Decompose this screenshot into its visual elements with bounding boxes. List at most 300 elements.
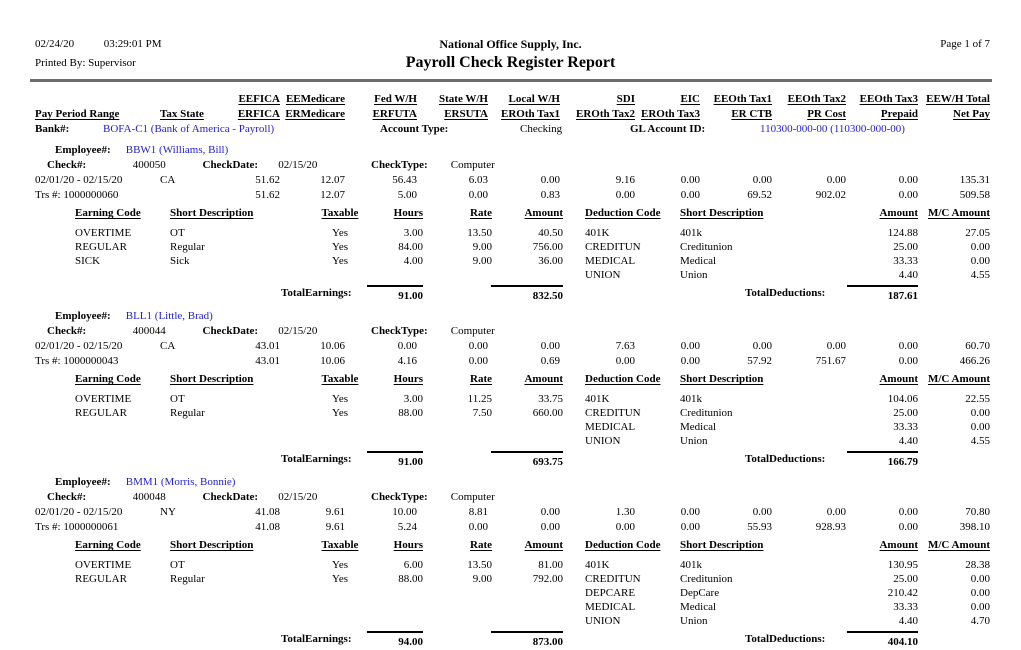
earning-rate: 9.00 <box>472 241 492 253</box>
earning-deduction-row <box>0 614 1021 628</box>
short-description-header: Short Description <box>170 373 254 385</box>
check-type-label: CheckType: <box>371 491 428 503</box>
deduction-desc: 401k <box>680 393 702 405</box>
earning-code: OVERTIME <box>75 393 132 405</box>
earning-desc: Regular <box>170 241 205 253</box>
tax-cell: 0.00 <box>680 174 700 186</box>
earning-deduction-row <box>0 558 1021 572</box>
deduction-code: CREDITUN <box>585 573 641 585</box>
tax-cell: 12.07 <box>320 174 345 186</box>
deduction-desc: 401k <box>680 559 702 571</box>
trs-number: Trs #: 1000000043 <box>35 355 119 367</box>
tax-cell: 135.31 <box>959 174 990 186</box>
mc-amount-header: M/C Amount <box>927 207 990 219</box>
hours-header: Hours <box>393 539 423 551</box>
rate-header: Rate <box>470 373 492 385</box>
totals-row <box>0 631 1021 649</box>
deduction-desc: Union <box>680 269 708 281</box>
tax-cell: 0.00 <box>468 521 488 533</box>
pay-period-value: 02/01/20 - 02/15/20 <box>35 174 123 186</box>
deduction-amount: 4.40 <box>898 435 918 447</box>
earning-hours: 6.00 <box>403 559 423 571</box>
col-fedwh: Fed W/H <box>374 93 417 105</box>
earnings-deductions-header <box>0 537 1021 553</box>
deduction-code: 401K <box>585 559 610 571</box>
col-erothtax2: EROth Tax2 <box>576 108 635 120</box>
check-type-label: CheckType: <box>371 159 428 171</box>
gl-account-label: GL Account ID: <box>630 123 706 135</box>
account-type-value: Checking <box>520 123 563 135</box>
deduction-desc: DepCare <box>680 587 720 599</box>
tax-cell: 0.00 <box>680 521 700 533</box>
earning-desc: OT <box>170 559 185 571</box>
col-eeothtax1: EEOth Tax1 <box>713 93 772 105</box>
earning-amount: 756.00 <box>532 241 563 253</box>
tax-state-value: NY <box>160 506 176 518</box>
earning-desc: OT <box>170 393 185 405</box>
deduction-code: DEPCARE <box>585 587 636 599</box>
col-erfica: ERFICA <box>237 108 280 120</box>
tax-cell: 5.00 <box>397 189 417 201</box>
check-label: Check#: <box>47 491 87 503</box>
deduction-mc-amount: 0.00 <box>970 601 990 613</box>
tax-cell: 0.00 <box>826 340 846 352</box>
earning-desc: Regular <box>170 573 205 585</box>
earning-deduction-row <box>0 226 1021 240</box>
hours-header: Hours <box>393 207 423 219</box>
mc-amount-header: M/C Amount <box>927 539 990 551</box>
earning-deduction-row <box>0 268 1021 282</box>
tax-cell: 0.83 <box>540 189 560 201</box>
tax-cell: 60.70 <box>965 340 990 352</box>
check-date-value: 02/15/20 <box>278 159 318 171</box>
tax-cell: 0.00 <box>826 506 846 518</box>
pay-period-value: 02/01/20 - 02/15/20 <box>35 340 123 352</box>
tax-cell: 0.00 <box>540 521 560 533</box>
earning-taxable: Yes <box>331 407 348 419</box>
earning-amount: 660.00 <box>532 407 563 419</box>
check-date-value: 02/15/20 <box>278 491 318 503</box>
deduction-mc-amount: 0.00 <box>970 573 990 585</box>
check-label: Check#: <box>47 159 87 171</box>
deduction-code: 401K <box>585 227 610 239</box>
earning-amount: 36.00 <box>538 255 563 267</box>
tax-state-value: CA <box>160 174 176 186</box>
total-deductions-value: 404.10 <box>847 631 918 649</box>
page-number: Page 1 of 7 <box>940 38 990 50</box>
tax-cell: 1.30 <box>615 506 635 518</box>
tax-cell: 0.00 <box>680 355 700 367</box>
deduction-code: MEDICAL <box>585 601 636 613</box>
employee-row <box>0 143 1021 158</box>
tax-cell: 9.61 <box>325 506 345 518</box>
short-description-header: Short Description <box>680 373 764 385</box>
tax-row-er <box>0 354 1021 369</box>
check-date-label: CheckDate: <box>202 491 259 503</box>
deduction-amount: 210.42 <box>887 587 918 599</box>
earning-rate: 9.00 <box>472 573 492 585</box>
tax-cell: 928.93 <box>815 521 846 533</box>
earnings-deductions-header <box>0 371 1021 387</box>
earnings-deductions-header <box>0 205 1021 221</box>
tax-cell: 7.63 <box>615 340 635 352</box>
header-divider <box>30 79 992 82</box>
tax-cell: 55.93 <box>747 521 772 533</box>
tax-cell: 0.00 <box>898 189 918 201</box>
tax-cell: 0.00 <box>752 174 772 186</box>
tax-cell: 56.43 <box>392 174 417 186</box>
earning-deduction-row <box>0 392 1021 406</box>
deduction-amount: 33.33 <box>893 255 918 267</box>
bank-row <box>0 122 1021 137</box>
report-title: Payroll Check Register Report <box>405 54 616 71</box>
account-type-label: Account Type: <box>380 123 449 135</box>
earning-deduction-row <box>0 406 1021 420</box>
earning-amount: 33.75 <box>538 393 563 405</box>
tax-cell: 0.00 <box>680 340 700 352</box>
earning-code: REGULAR <box>75 241 127 253</box>
col-eeothtax3: EEOth Tax3 <box>859 93 918 105</box>
tax-state-value: CA <box>160 340 176 352</box>
earning-deduction-row <box>0 420 1021 434</box>
employee-label: Employee#: <box>55 144 111 156</box>
deduction-mc-amount: 0.00 <box>970 421 990 433</box>
col-ermedicare: ERMedicare <box>285 108 345 120</box>
col-netpay: Net Pay <box>953 108 990 120</box>
amount-header: Amount <box>879 539 918 551</box>
deduction-desc: Medical <box>680 255 717 267</box>
tax-cell: 10.06 <box>320 355 345 367</box>
tax-row-er <box>0 520 1021 535</box>
mc-amount-header: M/C Amount <box>927 373 990 385</box>
amount-header: Amount <box>524 539 563 551</box>
earning-rate: 7.50 <box>472 407 492 419</box>
col-eemedicare: EEMedicare <box>285 93 345 105</box>
deduction-amount: 25.00 <box>893 407 918 419</box>
earning-code-header: Earning Code <box>75 539 141 551</box>
check-type-value: Computer <box>450 159 495 171</box>
tax-cell: 9.61 <box>325 521 345 533</box>
tax-cell: 0.00 <box>540 506 560 518</box>
employee-id: BMM1 (Morris, Bonnie) <box>125 476 236 488</box>
earning-desc: Regular <box>170 407 205 419</box>
employee-section <box>0 475 1021 649</box>
pay-period-value: 02/01/20 - 02/15/20 <box>35 506 123 518</box>
taxable-header: Taxable <box>321 207 359 219</box>
check-number: 400048 <box>132 491 166 503</box>
print-time: 03:29:01 PM <box>103 38 162 50</box>
earning-amount: 792.00 <box>532 573 563 585</box>
deduction-desc: Union <box>680 435 708 447</box>
total-earnings-label: TotalEarnings: <box>281 633 352 645</box>
earning-code: REGULAR <box>75 573 127 585</box>
tax-cell: 10.06 <box>320 340 345 352</box>
trs-number: Trs #: 1000000061 <box>35 521 119 533</box>
employee-section <box>0 309 1021 469</box>
earning-deduction-row <box>0 572 1021 586</box>
hours-header: Hours <box>393 373 423 385</box>
tax-cell: 0.00 <box>468 355 488 367</box>
total-deductions-label: TotalDeductions: <box>745 453 826 465</box>
earning-code: OVERTIME <box>75 227 132 239</box>
tax-cell: 0.00 <box>898 521 918 533</box>
earning-deduction-row <box>0 600 1021 614</box>
deduction-desc: Union <box>680 615 708 627</box>
earning-hours: 3.00 <box>403 393 423 405</box>
tax-cell: 0.00 <box>898 506 918 518</box>
tax-cell: 0.69 <box>540 355 560 367</box>
deduction-mc-amount: 22.55 <box>965 393 990 405</box>
tax-cell: 0.00 <box>680 506 700 518</box>
check-label: Check#: <box>47 325 87 337</box>
tax-cell: 41.08 <box>255 521 280 533</box>
check-date-label: CheckDate: <box>202 159 259 171</box>
tax-cell: 0.00 <box>752 506 772 518</box>
col-erctb: ER CTB <box>731 108 772 120</box>
earning-hours: 88.00 <box>398 573 423 585</box>
tax-cell: 12.07 <box>320 189 345 201</box>
total-hours-value: 91.00 <box>367 451 423 469</box>
column-header-row-er <box>0 107 1021 122</box>
deduction-mc-amount: 0.00 <box>970 255 990 267</box>
tax-cell: 5.24 <box>397 521 417 533</box>
total-deductions-label: TotalDeductions: <box>745 287 826 299</box>
col-pay-period-range: Pay Period Range <box>35 108 120 120</box>
total-earnings-value: 832.50 <box>491 285 563 303</box>
check-type-label: CheckType: <box>371 325 428 337</box>
tax-cell: 70.80 <box>965 506 990 518</box>
tax-cell: 10.00 <box>392 506 417 518</box>
earning-taxable: Yes <box>331 255 348 267</box>
earning-rate: 13.50 <box>467 227 492 239</box>
check-type-value: Computer <box>450 325 495 337</box>
taxable-header: Taxable <box>321 373 359 385</box>
gl-account-value: 110300-000-00 (110300-000-00) <box>760 123 905 135</box>
col-erothtax1: EROth Tax1 <box>501 108 560 120</box>
trs-number: Trs #: 1000000060 <box>35 189 119 201</box>
earning-code: REGULAR <box>75 407 127 419</box>
earning-taxable: Yes <box>331 227 348 239</box>
company-name: National Office Supply, Inc. <box>439 37 582 51</box>
total-earnings-label: TotalEarnings: <box>281 287 352 299</box>
tax-cell: 0.00 <box>898 355 918 367</box>
deduction-code: UNION <box>585 269 621 281</box>
deduction-code-header: Deduction Code <box>585 207 661 219</box>
rate-header: Rate <box>470 207 492 219</box>
tax-cell: 0.00 <box>680 189 700 201</box>
tax-cell: 9.16 <box>615 174 635 186</box>
total-hours-value: 91.00 <box>367 285 423 303</box>
deduction-code-header: Deduction Code <box>585 373 661 385</box>
taxable-header: Taxable <box>321 539 359 551</box>
tax-cell: 509.58 <box>959 189 990 201</box>
total-hours-value: 94.00 <box>367 631 423 649</box>
check-number: 400050 <box>132 159 166 171</box>
deduction-mc-amount: 4.55 <box>970 269 990 281</box>
totals-row <box>0 451 1021 469</box>
deduction-amount: 124.88 <box>887 227 918 239</box>
employee-section <box>0 143 1021 303</box>
earning-amount: 81.00 <box>538 559 563 571</box>
column-headers <box>0 80 1021 137</box>
earning-taxable: Yes <box>331 559 348 571</box>
rate-header: Rate <box>470 539 492 551</box>
tax-cell: 0.00 <box>615 189 635 201</box>
deduction-desc: Creditunion <box>680 241 733 253</box>
deduction-amount: 4.40 <box>898 269 918 281</box>
deduction-mc-amount: 0.00 <box>970 407 990 419</box>
deduction-desc: Creditunion <box>680 407 733 419</box>
check-number: 400044 <box>132 325 166 337</box>
tax-cell: 0.00 <box>752 340 772 352</box>
tax-cell: 902.02 <box>815 189 846 201</box>
totals-row <box>0 285 1021 303</box>
short-description-header: Short Description <box>170 207 254 219</box>
amount-header: Amount <box>524 373 563 385</box>
earnings-deductions-rows <box>0 226 1021 282</box>
deduction-mc-amount: 0.00 <box>970 241 990 253</box>
earning-deduction-row <box>0 240 1021 254</box>
total-deductions-value: 187.61 <box>847 285 918 303</box>
deduction-amount: 4.40 <box>898 615 918 627</box>
column-header-row-ee <box>0 92 1021 107</box>
earning-code-header: Earning Code <box>75 373 141 385</box>
tax-cell: 69.52 <box>747 189 772 201</box>
total-earnings-value: 873.00 <box>491 631 563 649</box>
earning-rate: 9.00 <box>472 255 492 267</box>
tax-cell: 466.26 <box>959 355 990 367</box>
tax-cell: 41.08 <box>255 506 280 518</box>
earning-desc: Sick <box>170 255 190 267</box>
deduction-code: 401K <box>585 393 610 405</box>
earning-hours: 3.00 <box>403 227 423 239</box>
col-localwh: Local W/H <box>508 93 560 105</box>
earning-taxable: Yes <box>331 393 348 405</box>
check-row <box>0 324 1021 339</box>
deduction-mc-amount: 27.05 <box>965 227 990 239</box>
deduction-mc-amount: 4.55 <box>970 435 990 447</box>
col-eewhtotal: EEW/H Total <box>926 93 990 105</box>
deduction-amount: 33.33 <box>893 601 918 613</box>
earning-code-header: Earning Code <box>75 207 141 219</box>
employee-label: Employee#: <box>55 310 111 322</box>
tax-cell: 57.92 <box>747 355 772 367</box>
deduction-code: CREDITUN <box>585 241 641 253</box>
earning-taxable: Yes <box>331 241 348 253</box>
col-ersuta: ERSUTA <box>444 108 488 120</box>
earning-hours: 84.00 <box>398 241 423 253</box>
earnings-deductions-rows <box>0 392 1021 448</box>
tax-row-ee <box>0 339 1021 354</box>
tax-cell: 0.00 <box>615 355 635 367</box>
bank-label: Bank#: <box>35 123 70 135</box>
col-eic: EIC <box>680 93 700 105</box>
deduction-code: UNION <box>585 615 621 627</box>
earning-deduction-row <box>0 254 1021 268</box>
employee-row <box>0 475 1021 490</box>
tax-row-ee <box>0 505 1021 520</box>
check-row <box>0 490 1021 505</box>
tax-cell: 0.00 <box>468 340 488 352</box>
deduction-desc: Creditunion <box>680 573 733 585</box>
deduction-code: CREDITUN <box>585 407 641 419</box>
deduction-desc: 401k <box>680 227 702 239</box>
total-earnings-label: TotalEarnings: <box>281 453 352 465</box>
deduction-code: UNION <box>585 435 621 447</box>
earning-amount: 40.50 <box>538 227 563 239</box>
deduction-amount: 33.33 <box>893 421 918 433</box>
deduction-mc-amount: 0.00 <box>970 587 990 599</box>
tax-row-ee <box>0 173 1021 188</box>
employee-label: Employee#: <box>55 476 111 488</box>
amount-header: Amount <box>879 207 918 219</box>
col-eefica: EEFICA <box>238 93 280 105</box>
col-tax-state: Tax State <box>160 108 204 120</box>
earning-code: OVERTIME <box>75 559 132 571</box>
report-header <box>0 0 1021 80</box>
deduction-desc: Medical <box>680 421 717 433</box>
bank-value: BOFA-C1 (Bank of America - Payroll) <box>103 123 275 135</box>
col-eeothtax2: EEOth Tax2 <box>787 93 846 105</box>
deduction-code: MEDICAL <box>585 255 636 267</box>
earning-deduction-row <box>0 434 1021 448</box>
earning-hours: 88.00 <box>398 407 423 419</box>
earning-rate: 13.50 <box>467 559 492 571</box>
check-date-label: CheckDate: <box>202 325 259 337</box>
amount-header: Amount <box>524 207 563 219</box>
earning-rate: 11.25 <box>467 393 492 405</box>
earning-desc: OT <box>170 227 185 239</box>
earning-code: SICK <box>75 255 101 267</box>
tax-cell: 43.01 <box>255 355 280 367</box>
tax-cell: 43.01 <box>255 340 280 352</box>
total-earnings-value: 693.75 <box>491 451 563 469</box>
deduction-mc-amount: 28.38 <box>965 559 990 571</box>
tax-cell: 0.00 <box>898 340 918 352</box>
deduction-amount: 130.95 <box>887 559 918 571</box>
short-description-header: Short Description <box>170 539 254 551</box>
check-date-value: 02/15/20 <box>278 325 318 337</box>
total-deductions-label: TotalDeductions: <box>745 633 826 645</box>
col-prepaid: Prepaid <box>880 108 918 120</box>
deduction-code: MEDICAL <box>585 421 636 433</box>
deduction-amount: 25.00 <box>893 241 918 253</box>
tax-row-er <box>0 188 1021 203</box>
check-type-value: Computer <box>450 491 495 503</box>
earnings-deductions-rows <box>0 558 1021 628</box>
amount-header: Amount <box>879 373 918 385</box>
tax-cell: 51.62 <box>255 174 280 186</box>
print-date: 02/24/20 <box>35 38 75 50</box>
deduction-amount: 104.06 <box>887 393 918 405</box>
col-erothtax3: EROth Tax3 <box>641 108 700 120</box>
earning-hours: 4.00 <box>403 255 423 267</box>
deduction-code-header: Deduction Code <box>585 539 661 551</box>
deduction-mc-amount: 4.70 <box>970 615 990 627</box>
employee-id: BBW1 (Williams, Bill) <box>125 144 229 156</box>
employee-row <box>0 309 1021 324</box>
tax-cell: 0.00 <box>468 189 488 201</box>
employee-id: BLL1 (Little, Brad) <box>125 310 213 322</box>
check-row <box>0 158 1021 173</box>
col-prcost: PR Cost <box>807 108 846 120</box>
tax-cell: 0.00 <box>898 174 918 186</box>
total-deductions-value: 166.79 <box>847 451 918 469</box>
col-sdi: SDI <box>616 93 635 105</box>
col-erfuta: ERFUTA <box>372 108 417 120</box>
tax-cell: 0.00 <box>615 521 635 533</box>
col-statewh: State W/H <box>439 93 488 105</box>
